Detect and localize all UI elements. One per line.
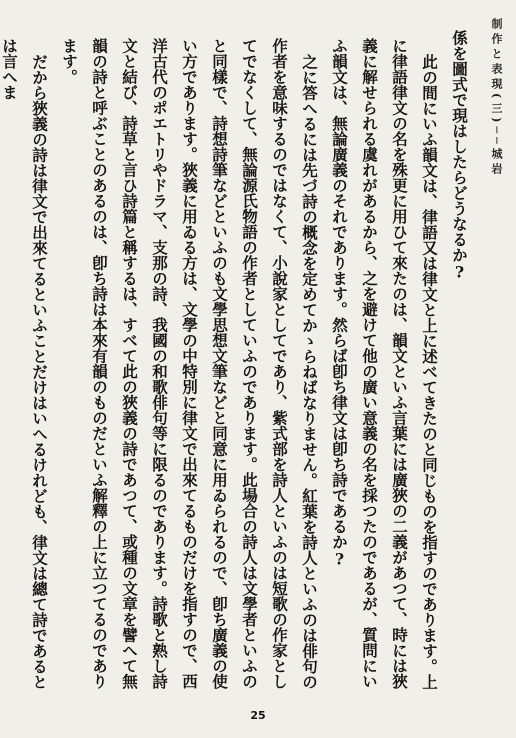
paragraph: だから狹義の詩は律文で出來てるといふことだけはいへるけれども、律文は總て詩であるとは言へま (0, 38, 49, 689)
running-head: 制作と表現(三)──城岩 (490, 18, 503, 178)
body-text (0, 30, 474, 700)
page-number: 25 (250, 709, 266, 722)
paragraph: 之に答へるには先づ詩の概念を定めてかゝらねばなりません。紅葉を詩人といふのは俳句の作者を意味するのではなくて、小說家としてであり、紫式部を詩人といふのは短歌の作家としてでなくして、無論源氏物語の作者としていふのであります。此場合の詩人は文學者といふのと同樣で、詩想詩筆などといふのも文學思想文筆などと同意に用ゐられるので、卽ち廣義の使い方であります。狹義に用ゐる方は、文學の中特別に律文で出來てるものだけを指すので、西洋古代のポエトリやドラマ、支那の詩、我國の和歌俳句等に限るのであります。詩歌と熟し詩文と結び、詩草と言ひ詩篇と稱するは、すべて此の狹義の詩であつて、或種の文章を譬へて無韻の詩と呼ぶことのあるのは、卽ち詩は本來有韻のものだといふ解釋の上に立つてるのであります。 (60, 38, 319, 689)
paragraph: 此の間にいふ韻文は、律語又は律文と上に述べてきたのと同じものを指すのであります。上に律語律文の名を殊更に用ひて來たのは、韻文といふ言葉には廣狹の二義があつて、時には狹義に解せられる虞れがあるから、之を避けて他の廣い意義の名を採つたのであるが、質問にいふ韻文は、無論廣義のそれであります。然らば卽ち律文は卽ち詩であるか? (330, 38, 439, 689)
section-heading: 係を圖式で現はしたらどうなるか? (450, 30, 469, 282)
